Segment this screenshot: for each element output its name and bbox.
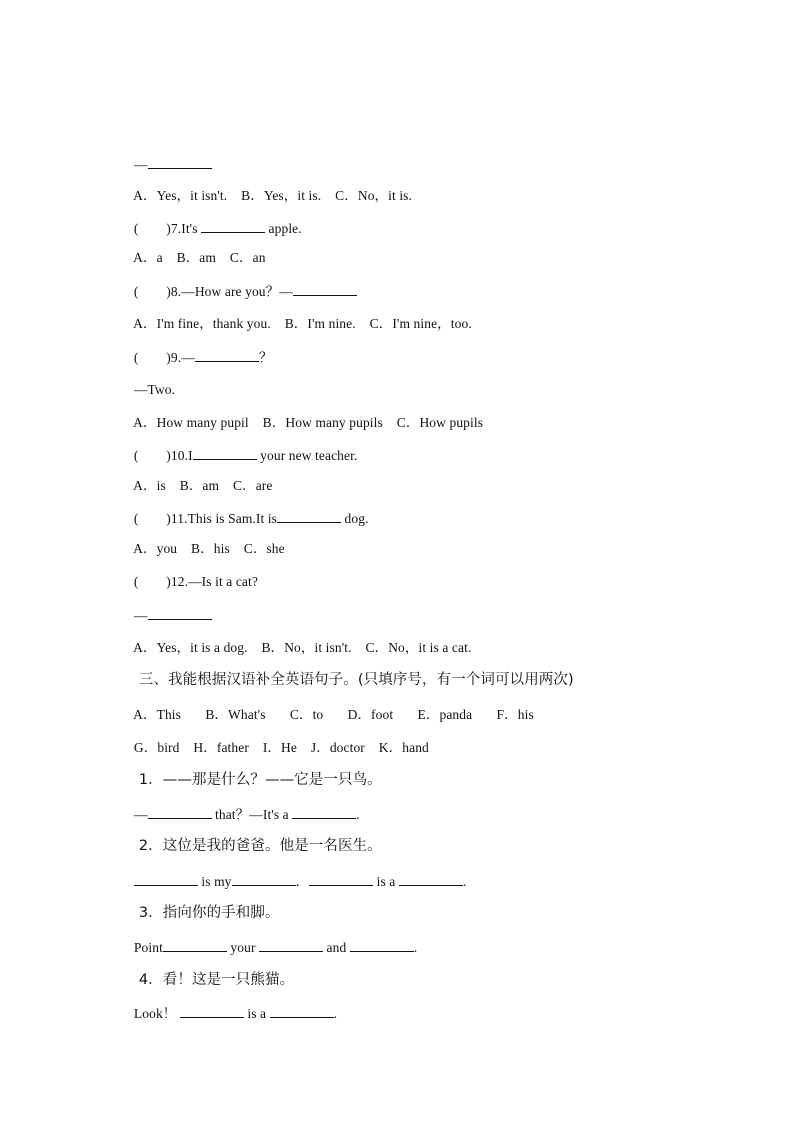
answer-q9: —Two. [133,382,176,397]
options-q10: A．is B．am C．are [133,478,273,493]
blank [350,938,414,952]
sentence-2-english: is my ． is a . [120,854,466,909]
answer-line-6: — [120,137,212,192]
sentence-4-english: Look！ is a . [133,1006,338,1021]
sentence-3-english: Point your and . [133,940,418,955]
blank [293,282,357,296]
question-12: ( )12.—Is it a cat? [133,574,258,589]
blank [292,805,356,819]
question-10: ( )10.I your new teacher. [133,448,358,463]
sentence-3-chinese: 3．指向你的手和脚。 [138,905,280,921]
blank [277,509,341,523]
blank [148,155,212,169]
question-7: ( )7.It's apple. [133,221,302,236]
word-bank-row-1: A．This B．What's C．to D．foot E．panda F．his [133,707,534,722]
sentence-1-english: — that？—It's a . [133,807,360,822]
options-q7: A．a B．am C．an [133,250,266,265]
answer-line-12: — [120,588,212,643]
question-9: ( )9.— ？ [133,350,273,365]
sentence-4-chinese: 4．看！这是一只熊猫。 [138,972,295,988]
options-q8: A．I'm fine，thank you. B．I'm nine. C．I'm nine，too. [133,316,472,331]
blank [232,872,296,886]
blank [134,872,198,886]
blank [195,348,259,362]
options-q9: A．How many pupil B．How many pupils C．How pupils [133,415,484,430]
question-11: ( )11.This is Sam.It is dog. [133,511,369,526]
blank [148,606,212,620]
sentence-2-chinese: 2．这位是我的爸爸。他是一名医生。 [138,838,382,854]
blank [270,1004,334,1018]
blank [193,446,257,460]
word-bank-row-2: G．bird H．father I．He J．doctor K．hand [133,740,429,755]
blank [163,938,227,952]
options-q12: A．Yes，it is a dog. B．No，it isn't. C．No，it is a cat. [133,640,472,655]
question-8: ( )8.—How are you？— [120,264,357,319]
blank [180,1004,244,1018]
blank [399,872,463,886]
blank [148,805,212,819]
blank [309,872,373,886]
options-q6: A．Yes，it isn't. B．Yes，it is. C．No，it is. [133,188,413,203]
sentence-1-chinese: 1．——那是什么？——它是一只鸟。 [138,772,382,788]
blank [259,938,323,952]
options-q11: A．you B．his C．she [133,541,285,556]
section-three-heading: 三、我能根据汉语补全英语句子。(只填序号，有一个词可以用两次) [138,672,574,688]
